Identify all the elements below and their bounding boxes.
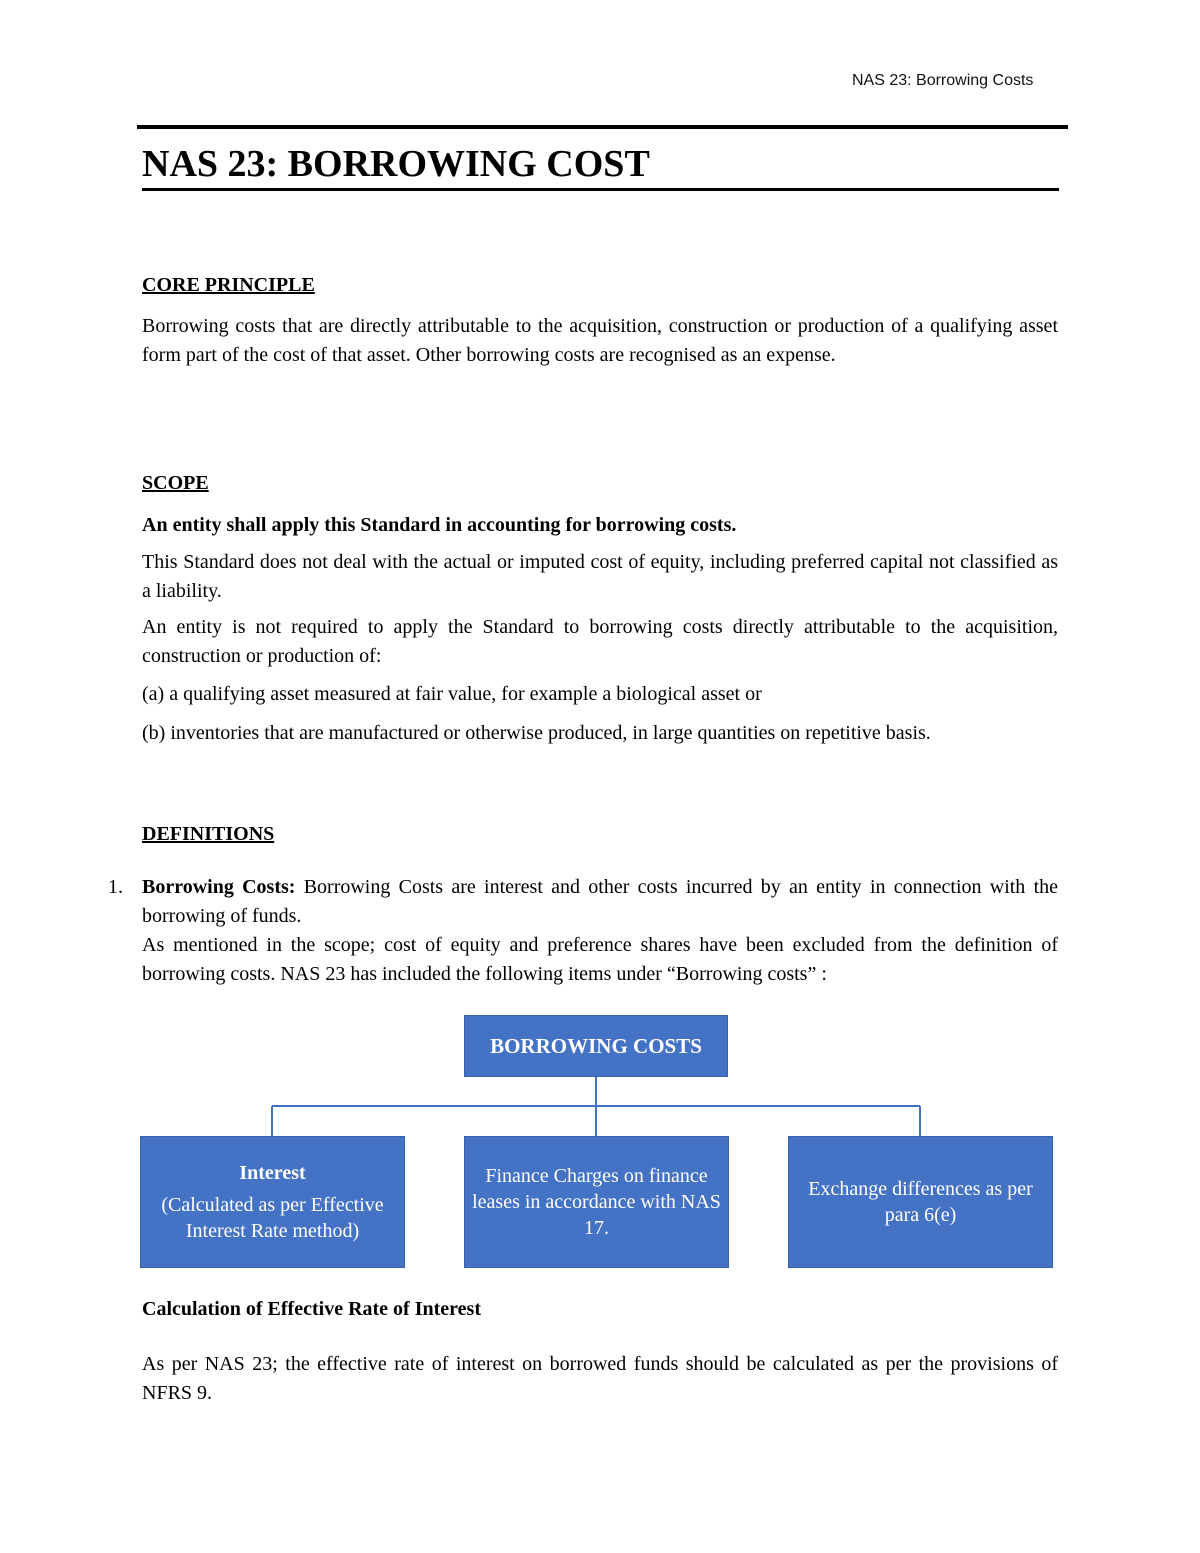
core-principle-text: Borrowing costs that are directly attributable to the acquisition, construction or production of a qualifying asset form part of the cost of that asset. Other borrowing costs are recognised as an expense. <box>142 315 1058 366</box>
scope-item-a: (a) a qualifying asset measured at fair value, for example a biological asset or <box>142 683 762 705</box>
running-header: NAS 23: Borrowing Costs <box>852 72 1034 89</box>
calculation-text: As per NAS 23; the effective rate of interest on borrowed funds should be calculated as per the provisions of NFRS 9. <box>142 1353 1058 1404</box>
scope-para-1: This Standard does not deal with the actual or imputed cost of equity, including preferred capital not classified as a liability. <box>142 551 1058 602</box>
diagram-root-label: BORROWING COSTS <box>490 1033 702 1058</box>
definition-term: Borrowing Costs: <box>142 876 296 898</box>
diagram-box-finance-charges <box>464 1136 729 1268</box>
definition-number: 1. <box>108 876 123 898</box>
diagram-exchange-differences-text: Exchange differences as per para 6(e) <box>808 1178 1033 1226</box>
scope-heading: SCOPE <box>142 472 209 494</box>
diagram-root-box <box>464 1015 728 1077</box>
scope-item-b: (b) inventories that are manufactured or otherwise produced, in large quantities on repetitive basis. <box>142 722 931 744</box>
definition-explanation: As mentioned in the scope; cost of equity and preference shares have been excluded from the definition of borrowing costs. NAS 23 has included the following items under “Borrowing costs” : <box>142 934 1058 985</box>
definitions-heading: DEFINITIONS <box>142 823 275 845</box>
core-principle-heading: CORE PRINCIPLE <box>142 274 315 296</box>
scope-bold-statement: An entity shall apply this Standard in accounting for borrowing costs. <box>142 514 737 536</box>
calculation-heading: Calculation of Effective Rate of Interest <box>142 1298 481 1320</box>
scope-para-2: An entity is not required to apply the Standard to borrowing costs directly attributable to the acquisition, construction or production of: <box>142 616 1058 667</box>
diagram-box-exchange-differences <box>788 1136 1053 1268</box>
diagram-finance-charges-text: Finance Charges on finance leases in accordance with NAS 17. <box>472 1165 721 1239</box>
page-title: NAS 23: BORROWING COST <box>142 142 1059 191</box>
diagram-interest-text: (Calculated as per Effective Interest Rate method) <box>161 1194 384 1242</box>
diagram-interest-title: Interest <box>239 1162 306 1184</box>
diagram-box-interest <box>140 1136 405 1268</box>
definition-text: Borrowing Costs are interest and other costs incurred by an entity in connection with the borrowing of funds. <box>142 876 1058 927</box>
